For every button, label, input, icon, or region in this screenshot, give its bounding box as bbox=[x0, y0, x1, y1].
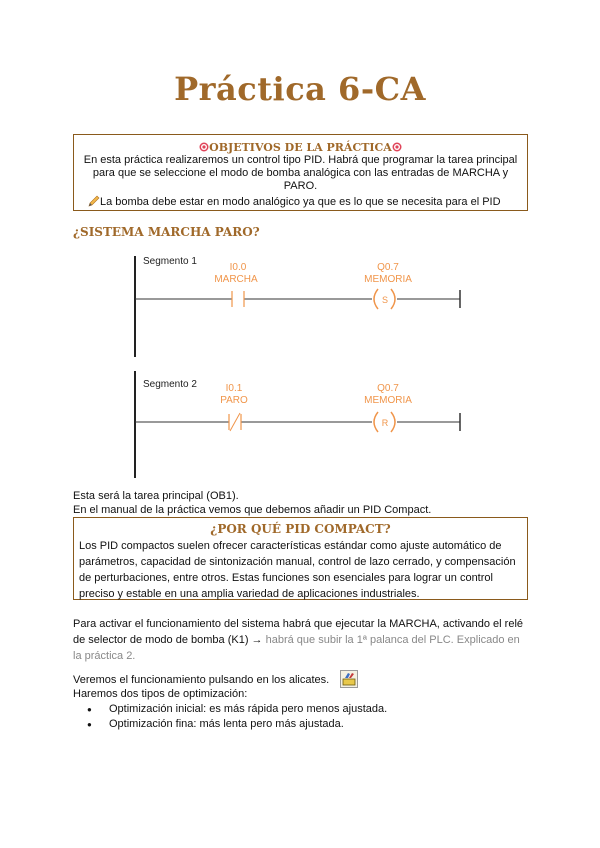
paragraph-text: de selector de modo de bomba (K1) → bbox=[73, 634, 263, 646]
objectives-line: En esta práctica realizaremos un control tipo PID. Habrá que programar la tarea principal bbox=[83, 154, 518, 166]
pid-box-line: parámetros, capacidad de sintonización manual, control de lazo cerrado, y compensación bbox=[79, 556, 516, 568]
paragraph-line: En el manual de la práctica vemos que debemos añadir un PID Compact. bbox=[73, 504, 432, 516]
coil-symbol bbox=[391, 412, 395, 432]
paragraph-line: Esta será la tarea principal (OB1). bbox=[73, 490, 239, 502]
coil-symbol bbox=[374, 289, 378, 309]
contact-symbol bbox=[230, 413, 240, 431]
coil-symbol bbox=[374, 412, 378, 432]
paragraph-note: habrá que subir la 1ª palanca del PLC. Explicado en bbox=[262, 634, 520, 646]
coil-name: MEMORIA bbox=[364, 395, 412, 406]
pliers-tool-icon[interactable] bbox=[340, 670, 358, 688]
objectives-line: para que se seleccione el modo de bomba analógica con las entradas de MARCHA y bbox=[92, 167, 509, 179]
page-title: Práctica 6-CA bbox=[174, 70, 426, 108]
coil-type: R bbox=[381, 418, 389, 428]
segment-label: Segmento 2 bbox=[143, 379, 197, 390]
pid-box-line: de perturbaciones, entre otros. Estas funciones son esenciales para lograr un control bbox=[79, 572, 493, 584]
optimization-list bbox=[83, 702, 387, 732]
objectives-note-text: La bomba debe estar en modo analógico ya que es lo que se necesita para el PID bbox=[100, 196, 501, 208]
coil-address: Q0.7 bbox=[377, 262, 399, 273]
paragraph-note: la práctica 2. bbox=[73, 650, 136, 662]
pid-box-body bbox=[74, 536, 527, 602]
paragraph-line: Veremos el funcionamiento pulsando en los alicates. bbox=[73, 674, 330, 686]
list-item: ● Optimización inicial: es más rápida pero menos ajustada. bbox=[83, 702, 387, 717]
pid-compact-box bbox=[73, 517, 528, 600]
coil-name: MEMORIA bbox=[364, 274, 412, 285]
list-item: ● Optimización fina: más lenta pero más ajustada. bbox=[83, 717, 387, 732]
coil-symbol bbox=[391, 289, 395, 309]
paragraph-line: Para activar el funcionamiento del sistema habrá que ejecutar la MARCHA, activando el relé bbox=[73, 618, 524, 630]
contact-address: I0.1 bbox=[225, 383, 243, 394]
objectives-line: PARO. bbox=[283, 180, 318, 192]
pid-box-line: preciso y estable en una amplia variedad de aplicaciones industriales. bbox=[79, 588, 420, 600]
objectives-heading: OBJETIVOS DE LA PRÁCTICA bbox=[209, 141, 392, 154]
paragraph-marcha bbox=[73, 616, 523, 664]
coil-type: S bbox=[381, 295, 389, 305]
paragraph-line bbox=[73, 632, 523, 648]
paragraph-line: Haremos dos tipos de optimización: bbox=[73, 688, 248, 700]
pid-box-line: Los PID compactos suelen ofrecer características estándar como ajuste automático de bbox=[79, 540, 502, 552]
contact-name: PARO bbox=[220, 395, 248, 406]
coil-address: Q0.7 bbox=[377, 383, 399, 394]
paragraph-ob1 bbox=[73, 489, 431, 517]
paragraph-optimizacion bbox=[73, 673, 329, 701]
pid-box-heading: ¿POR QUÉ PID COMPACT? bbox=[210, 522, 391, 536]
section-heading: ¿SISTEMA MARCHA PARO? bbox=[73, 225, 260, 239]
segment-label: Segmento 1 bbox=[143, 256, 197, 267]
contact-address: I0.0 bbox=[229, 262, 247, 273]
contact-name: MARCHA bbox=[214, 274, 258, 285]
